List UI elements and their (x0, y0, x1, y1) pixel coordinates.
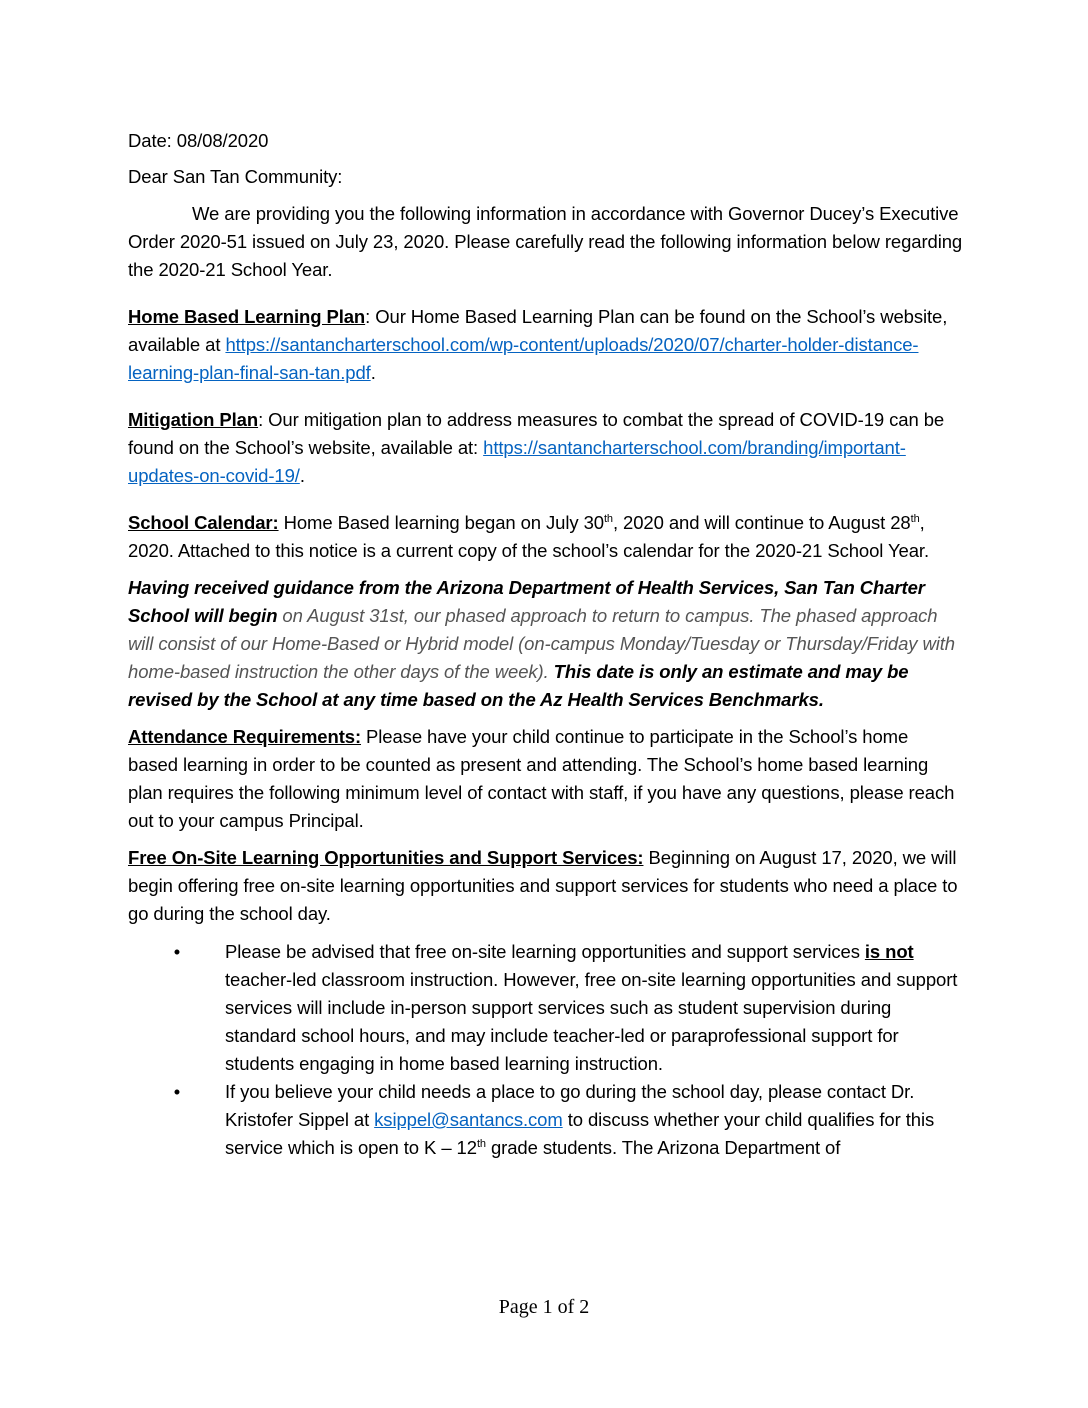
attendance-heading: Attendance Requirements: (128, 726, 362, 747)
bullet-2-text-c: grade students. The Arizona Department of (485, 1137, 841, 1158)
return-to-campus-details: on August 31st, our phased approach to return to campus. The phased approach will consist of our Home-Based or Hybrid model (on-campus Monday/Tuesday or Thursday/Friday with home-based instruction the other days of the week). (128, 605, 955, 682)
school-calendar-text-2: , 2020 and will continue to August 28 (612, 512, 911, 533)
attendance-text: Please have your child continue to participate in the School’s home based learning in order to be counted as present and attending. The School’s home based learning plan requires the following minimum level of contact with staff, if you have any questions, please reach out to your campus Principal. (128, 726, 955, 831)
intro-paragraph: We are providing you the following information in accordance with Governor Ducey’s Executive Order 2020-51 issued on July 23, 2020. Please carefully read the following information below regarding the 2020-21 School Year. (128, 203, 963, 280)
bullet-1-text-a: Please be advised that free on-site learning opportunities and support services (225, 941, 865, 962)
school-calendar-sup-1: th (603, 512, 613, 525)
mitigation-plan-end: . (299, 465, 305, 486)
home-based-learning-heading: Home Based Learning Plan (128, 306, 366, 327)
return-to-campus-bold-1: Having received guidance from the Arizona Department of Health Services, San Tan Charter School will begin (128, 577, 925, 626)
onsite-learning-heading: Free On-Site Learning Opportunities and Support Services: (128, 847, 644, 868)
home-based-learning-text: : Our Home Based Learning Plan can be found on the School’s website, available at (128, 306, 948, 355)
return-to-campus-bold-2: This date is only an estimate and may be revised by the School at any time based on the Az Health Services Benchmarks (128, 661, 909, 710)
mitigation-plan-heading: Mitigation Plan (128, 409, 259, 430)
bullet-2-text-a: If you believe your child needs a place to go during the school day, please contact Dr. Kristofer Sippel at (225, 1081, 915, 1130)
bullet-icon: • (173, 1081, 181, 1102)
bullet-1-emphasis: is not (864, 941, 914, 962)
bullet-2-text-b: to discuss whether your child qualifies for this service which is open to K – 12 (225, 1109, 935, 1158)
school-calendar-text-1: Home Based learning began on July 30 (278, 512, 604, 533)
letter-salutation: Dear San Tan Community: (128, 166, 343, 187)
mitigation-plan-text: : Our mitigation plan to address measures to combat the spread of COVID-19 can be found on the School’s website, available at: (128, 409, 945, 458)
bullet-1-text-b: teacher-led classroom instruction. However, free on-site learning opportunities and support services will include in-person support services such as student supervision during standard school hours, and may include teacher-led or paraprofessional support for students engaging in home based learning instruction. (225, 969, 958, 1074)
school-calendar-section (128, 509, 963, 565)
letter-body (128, 127, 963, 1162)
school-calendar-text-3: , 2020. Attached to this notice is a current copy of the school’s calendar for the 2020-21 School Year. (128, 512, 930, 561)
return-to-campus-end: . (818, 689, 824, 710)
bullet-icon: • (173, 941, 181, 962)
list-item (128, 938, 963, 1078)
letter-date: Date: 08/08/2020 (128, 130, 269, 151)
mitigation-plan-section (128, 406, 963, 490)
onsite-learning-section (128, 844, 963, 928)
contact-email-link[interactable]: ksippel@santancs.com (374, 1109, 563, 1130)
school-calendar-sup-2: th (910, 512, 920, 525)
onsite-learning-text: Beginning on August 17, 2020, we will begin offering free on-site learning opportunities and support services for students who need a place to go during the school day. (128, 847, 958, 924)
school-calendar-heading: School Calendar: (128, 512, 279, 533)
list-item (128, 1078, 963, 1162)
attendance-section (128, 723, 963, 835)
bullet-2-sup: th (476, 1137, 486, 1150)
home-based-learning-link[interactable]: https://santancharterschool.com/wp-content/uploads/2020/07/charter-holder-distance-learning-plan-final-san-tan.pdf (128, 334, 919, 383)
mitigation-plan-link[interactable]: https://santancharterschool.com/branding/important-updates-on-covid-19/ (128, 437, 906, 486)
return-to-campus-paragraph (128, 574, 963, 714)
home-based-learning-section (128, 303, 963, 387)
onsite-learning-bullets (128, 938, 963, 1162)
home-based-learning-end: . (370, 362, 376, 383)
page-number-footer: Page 1 of 2 (498, 1296, 590, 1318)
